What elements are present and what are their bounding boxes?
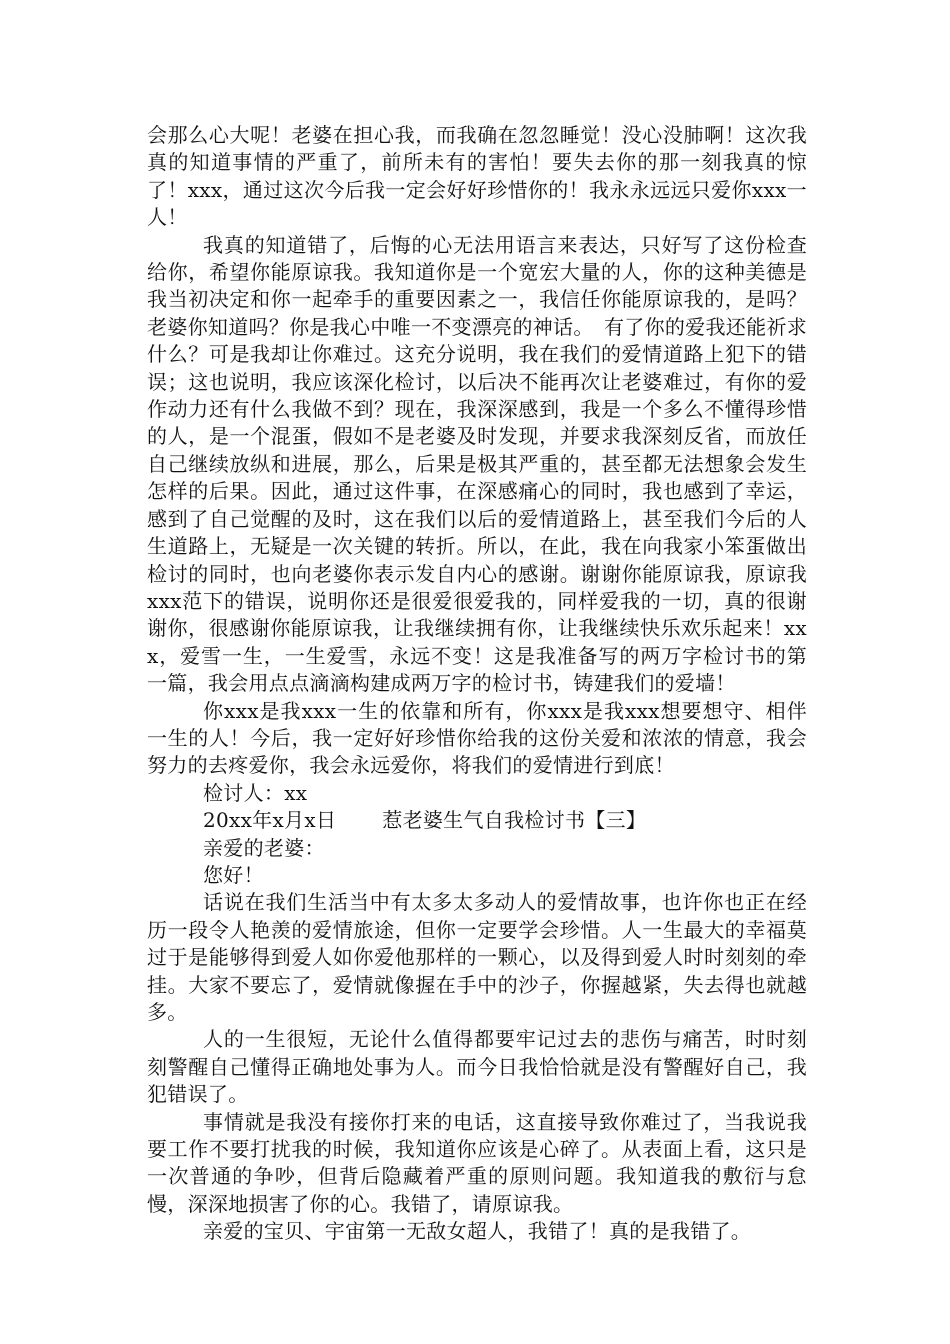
- paragraph-5: 人的一生很短，无论什么值得都要牢记过去的悲伤与痛苦，时时刻刻警醒自己懂得正确地处事为人。而今日我恰恰就是没有警醒好自己，我犯错误了。: [147, 1027, 807, 1107]
- paragraph-1: 会那么心大呢！老婆在担心我，而我确在忽忽睡觉！没心没肺啊！这次我真的知道事情的严重了，前所未有的害怕！要失去你的那一刻我真的惊了！xxx，通过这次今后我一定会好好珍惜你的！我永永远远只爱你xxx一人！: [147, 123, 807, 230]
- date-text: 20xx年x月x日: [203, 808, 337, 833]
- greeting: 您好！: [203, 862, 264, 887]
- document-body: [147, 122, 828, 1246]
- signature-line: 检讨人：xx: [203, 780, 308, 805]
- paragraph-2: 我真的知道错了，后悔的心无法用语言来表达，只好写了这份检查给你，希望你能原谅我。我知道你是一个宽宏大量的人，你的这种美德是我当初决定和你一起牵手的重要因素之一，我信任你能原谅我的，是吗？ 老婆你知道吗？你是我心中唯一不变漂亮的神话。 有了你的爱我还能祈求什么？可是我却让你难过。这充分说明，我在我们的爱情道路上犯下的错误；这也说明，我应该深化检讨，以后决不能再次让老婆难过，有你的爱作动力还有什么我做不到？现在，我深深感到，我是一个多么不懂得珍惜的人，是一个混蛋，假如不是老婆及时发现，并要求我深刻反省，而放任自己继续放纵和进展，那么，后果是极其严重的，甚至都无法想象会发生怎样的后果。因此，通过这件事，在深感痛心的同时，我也感到了幸运，感到了自己觉醒的及时，这在我们以后的爱情道路上，甚至我们今后的人生道路上，无疑是一次关键的转折。所以，在此，我在向我家小笨蛋做出检讨的同时，也向老婆你表示发自内心的感谢。谢谢你能原谅我，原谅我xxx范下的错误，说明你还是很爱很爱我的，同样爱我的一切，真的很谢谢你，很感谢你能原谅我，让我继续拥有你，让我继续快乐欢乐起来！xxx，爱雪一生，一生爱雪，永远不变！这是我准备写的两万字检讨书的第一篇，我会用点点滴滴构建成两万字的检讨书，铸建我们的爱墙！: [147, 232, 828, 696]
- date-heading-line: [147, 807, 807, 834]
- paragraph-4: 话说在我们生活当中有太多太多动人的爱情故事，也许你也正在经历一段令人艳羡的爱情旅途，但你一定要学会珍惜。人一生最大的幸福莫过于是能够得到爱人如你爱他那样的一颗心，以及得到爱人时时刻刻的牵挂。大家不要忘了，爱情就像握在手中的沙子，你握越紧，失去得也就越多。: [147, 890, 807, 1024]
- paragraph-6: 事情就是我没有接你打来的电话，这直接导致你难过了，当我说我要工作不要打扰我的时候，我知道你应该是心碎了。从表面上看，这只是一次普通的争吵，但背后隐藏着严重的原则问题。我知道我的敷衍与怠慢，深深地损害了你的心。我错了，请原谅我。: [147, 1109, 807, 1216]
- salutation: 亲爱的老婆：: [203, 835, 325, 860]
- paragraph-7: 亲爱的宝贝、宇宙第一无敌女超人，我错了！真的是我错了。: [203, 1219, 752, 1244]
- section-heading: 惹老婆生气自我检讨书【三】: [382, 808, 647, 833]
- paragraph-3: 你xxx是我xxx一生的依靠和所有，你xxx是我xxx想要想守、相伴一生的人！今后，我一定好好珍惜你给我的这份关爱和浓浓的情意，我会努力的去疼爱你，我会永远爱你，将我们的爱情进行到底！: [147, 698, 807, 778]
